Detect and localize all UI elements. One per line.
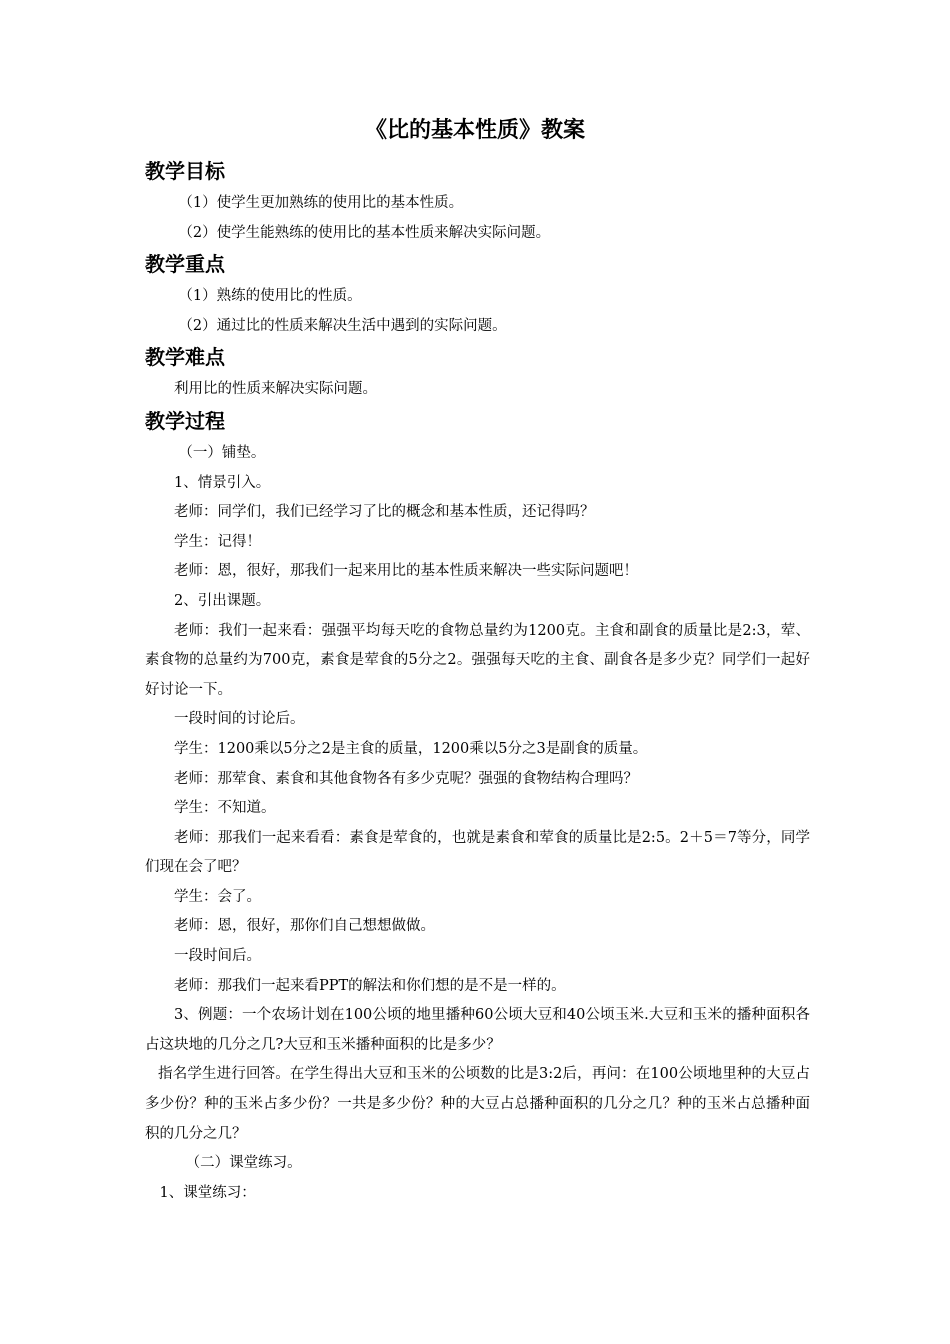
process-paragraph: 学生：记得！ xyxy=(174,533,261,550)
process-paragraph: 指名学生进行回答。在学生得出大豆和玉米的公顷数的比是3:2后，再问：在100公顷地里种的大豆占多少份？种的玉米占多少份？一共是多少份？种的大豆占总播种面积的几分之几？种的玉米占总播种面积的几分之几？ xyxy=(145,1066,810,1142)
heading-process: 教学过程 xyxy=(145,408,225,433)
heading-objectives: 教学目标 xyxy=(145,159,225,183)
heading-difficulties: 教学难点 xyxy=(145,345,225,370)
key-point-item: （2）通过比的性质来解决生活中遇到的实际问题。 xyxy=(178,317,507,334)
process-paragraph: （二）课堂练习。 xyxy=(185,1155,302,1172)
process-paragraph: 学生：1200乘以5分之2是主食的质量，1200乘以5分之3是副食的质量。 xyxy=(174,740,648,757)
key-point-item: （1）熟练的使用比的性质。 xyxy=(178,288,362,305)
process-paragraph: 学生：不知道。 xyxy=(174,800,276,817)
objective-item: （1）使学生更加熟练的使用比的基本性质。 xyxy=(178,195,464,211)
heading-key-points: 教学重点 xyxy=(145,252,225,277)
process-paragraph: 2、引出课题。 xyxy=(174,592,271,609)
document-title: 《比的基本性质》教案 xyxy=(364,118,585,143)
process-paragraph: 1、情景引入。 xyxy=(174,474,271,491)
process-paragraph: 老师：那我们一起来看看：素食是荤食的，也就是素食和荤食的质量比是2:5。2＋5＝7等分，同学们现在会了吧？ xyxy=(145,829,810,876)
process-paragraph: 一段时间后。 xyxy=(174,948,261,965)
process-paragraph: （一）铺垫。 xyxy=(178,444,266,461)
process-paragraph: 老师：恩，很好，那你们自己想想做做。 xyxy=(174,918,435,935)
process-paragraph: 老师：那荤食、素食和其他食物各有多少克呢？强强的食物结构合理吗？ xyxy=(174,770,638,787)
process-paragraph: 学生：会了。 xyxy=(174,888,261,905)
difficulty-item: 利用比的性质来解决实际问题。 xyxy=(174,381,377,398)
process-paragraph: 1、课堂练习： xyxy=(159,1184,256,1201)
process-paragraph: 老师：同学们，我们已经学习了比的概念和基本性质，还记得吗？ xyxy=(174,504,595,521)
objective-item: （2）使学生能熟练的使用比的基本性质来解决实际问题。 xyxy=(178,224,551,241)
process-paragraph: 老师：那我们一起来看PPT的解法和你们想的是不是一样的。 xyxy=(174,977,566,994)
process-paragraph: 一段时间的讨论后。 xyxy=(174,711,305,728)
process-paragraph: 老师：恩，很好，那我们一起来用比的基本性质来解决一些实际问题吧！ xyxy=(174,563,638,580)
process-paragraph: 老师：我们一起来看：强强平均每天吃的食物总量约为1200克。主食和副食的质量比是2:3，荤、素食物的总量约为700克，素食是荤食的5分之2。强强每天吃的主食、副食各是多少克？同学们一起好好讨论一下。 xyxy=(145,622,810,698)
process-paragraph: 3、例题：一个农场计划在100公顷的地里播种60公顷大豆和40公顷玉米.大豆和玉米的播种面积各占这块地的几分之几?大豆和玉米播种面积的比是多少？ xyxy=(145,1007,810,1053)
document-body xyxy=(145,155,810,1208)
